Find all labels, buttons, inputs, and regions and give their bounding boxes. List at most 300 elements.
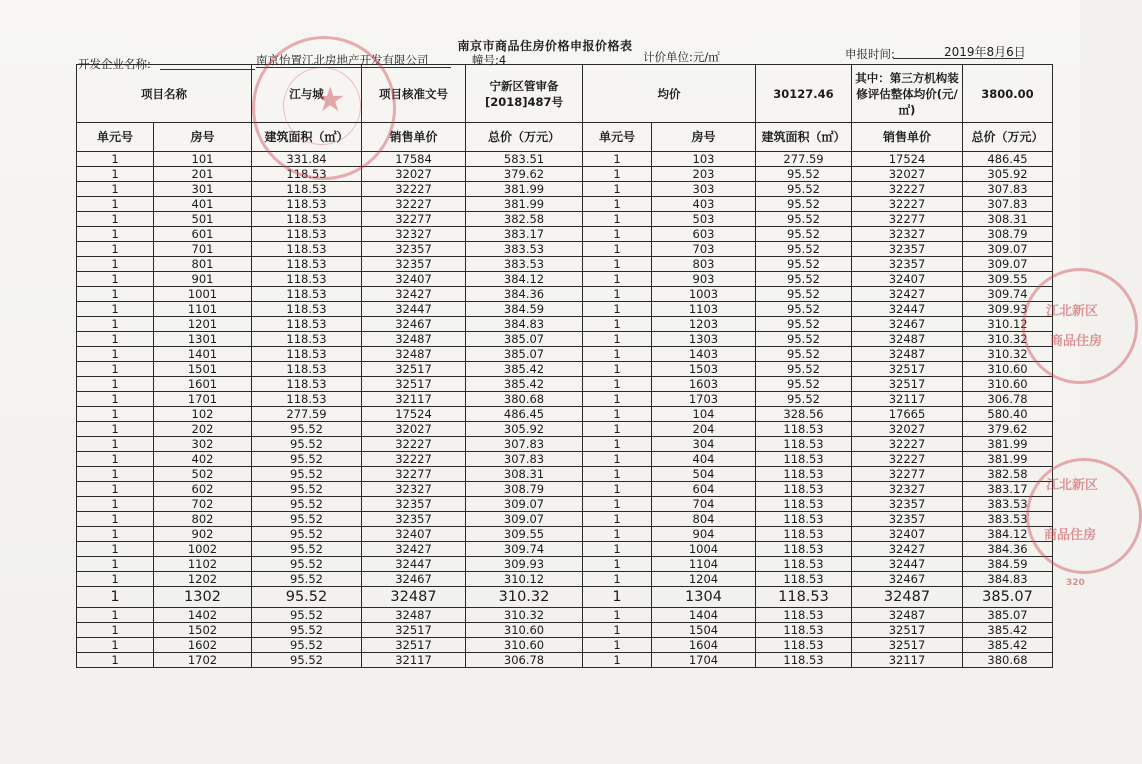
table-cell: 580.40	[963, 407, 1053, 422]
table-cell: 1	[583, 527, 652, 542]
table-cell: 95.52	[252, 482, 362, 497]
doc-title: 南京市商品住房价格申报价格表	[457, 39, 633, 53]
table-cell: 118.53	[252, 272, 362, 287]
table-cell: 379.62	[466, 167, 583, 182]
date-label: 申报时间:	[845, 47, 895, 61]
table-cell: 1	[583, 452, 652, 467]
table-cell: 32427	[852, 287, 963, 302]
table-cell: 32467	[852, 572, 963, 587]
table-cell: 32487	[362, 347, 466, 362]
table-cell: 118.53	[756, 422, 852, 437]
table-cell: 32467	[362, 572, 466, 587]
table-cell: 1	[77, 272, 154, 287]
table-cell: 32517	[852, 362, 963, 377]
table-cell: 1203	[652, 317, 756, 332]
table-cell: 306.78	[466, 653, 583, 668]
table-cell: 204	[652, 422, 756, 437]
table-cell: 385.42	[466, 362, 583, 377]
table-cell: 118.53	[756, 572, 852, 587]
table-cell: 32357	[852, 512, 963, 527]
table-cell: 381.99	[963, 452, 1053, 467]
table-cell: 1704	[652, 653, 756, 668]
table-cell: 32487	[852, 347, 963, 362]
table-cell: 1	[77, 227, 154, 242]
table-cell: 118.53	[756, 623, 852, 638]
table-cell: 403	[652, 197, 756, 212]
table-cell: 95.52	[252, 467, 362, 482]
table-cell: 704	[652, 497, 756, 512]
table-cell: 1603	[652, 377, 756, 392]
table-cell: 104	[652, 407, 756, 422]
table-cell: 32427	[362, 287, 466, 302]
table-cell: 310.32	[963, 347, 1053, 362]
table-cell: 310.60	[466, 623, 583, 638]
table-cell: 1402	[154, 608, 252, 623]
seal-star-icon: ★	[315, 80, 346, 120]
table-cell: 381.99	[963, 437, 1053, 452]
table-cell: 305.92	[466, 422, 583, 437]
table-cell: 1	[583, 608, 652, 623]
table-cell: 1	[583, 557, 652, 572]
table-cell: 95.52	[756, 242, 852, 257]
column-header: 单元号	[583, 123, 652, 152]
table-cell: 601	[154, 227, 252, 242]
table-cell: 307.83	[963, 197, 1053, 212]
table-row	[77, 527, 1053, 542]
column-header: 总价（万元）	[963, 123, 1053, 152]
table-cell: 118.53	[252, 167, 362, 182]
table-cell: 309.07	[963, 242, 1053, 257]
table-cell: 32487	[362, 332, 466, 347]
table-cell: 384.12	[963, 527, 1053, 542]
table-cell: 118.53	[756, 482, 852, 497]
table-cell: 1	[583, 197, 652, 212]
project-name-label: 项目名称	[77, 65, 252, 123]
table-cell: 32327	[852, 482, 963, 497]
table-cell: 118.53	[756, 452, 852, 467]
table-cell: 1	[583, 347, 652, 362]
table-cell: 1	[583, 407, 652, 422]
building-number: 幢号:4	[472, 53, 507, 67]
table-cell: 703	[652, 242, 756, 257]
table-cell: 1304	[652, 587, 756, 608]
table-cell: 95.52	[252, 623, 362, 638]
table-cell: 32517	[852, 638, 963, 653]
table-cell: 102	[154, 407, 252, 422]
table-cell: 1	[77, 653, 154, 668]
table-cell: 95.52	[756, 332, 852, 347]
table-cell: 32487	[852, 332, 963, 347]
table-cell: 1	[77, 608, 154, 623]
table-cell: 1303	[652, 332, 756, 347]
table-cell: 902	[154, 527, 252, 542]
table-cell: 201	[154, 167, 252, 182]
table-cell: 32227	[362, 452, 466, 467]
table-cell: 17524	[852, 152, 963, 167]
date-underline	[893, 58, 1023, 59]
approval-seal-top	[1022, 268, 1138, 384]
table-cell: 802	[154, 512, 252, 527]
table-cell: 1102	[154, 557, 252, 572]
table-cell: 1	[583, 302, 652, 317]
table-cell: 385.42	[963, 638, 1053, 653]
table-cell: 307.83	[963, 182, 1053, 197]
table-cell: 32117	[852, 653, 963, 668]
table-cell: 118.53	[252, 362, 362, 377]
table-cell: 1	[583, 653, 652, 668]
table-cell: 502	[154, 467, 252, 482]
table-row	[77, 257, 1053, 272]
table-cell: 1204	[652, 572, 756, 587]
table-cell: 1	[583, 242, 652, 257]
table-cell: 32357	[362, 512, 466, 527]
table-cell: 32327	[362, 227, 466, 242]
table-cell: 1	[77, 362, 154, 377]
table-cell: 118.53	[252, 212, 362, 227]
table-cell: 1702	[154, 653, 252, 668]
table-cell: 118.53	[252, 242, 362, 257]
table-cell: 1	[77, 407, 154, 422]
table-cell: 1404	[652, 608, 756, 623]
table-cell: 901	[154, 272, 252, 287]
table-cell: 1	[583, 377, 652, 392]
table-cell: 1	[77, 542, 154, 557]
table-cell: 1	[77, 197, 154, 212]
table-cell: 32407	[362, 527, 466, 542]
table-cell: 1	[77, 347, 154, 362]
table-cell: 32277	[852, 467, 963, 482]
table-cell: 385.07	[466, 347, 583, 362]
table-cell: 381.99	[466, 197, 583, 212]
table-cell: 1504	[652, 623, 756, 638]
table-cell: 95.52	[756, 167, 852, 182]
table-cell: 118.53	[252, 302, 362, 317]
table-cell: 380.68	[963, 653, 1053, 668]
table-cell: 95.52	[756, 287, 852, 302]
table-cell: 118.53	[756, 527, 852, 542]
table-row	[77, 332, 1053, 347]
table-cell: 1	[77, 392, 154, 407]
table-cell: 1	[77, 302, 154, 317]
price-unit: 计价单位:元/㎡	[643, 50, 720, 64]
table-cell: 32407	[852, 527, 963, 542]
table-cell: 32027	[362, 422, 466, 437]
table-row	[77, 272, 1053, 287]
table-row	[77, 317, 1053, 332]
table-cell: 1501	[154, 362, 252, 377]
developer-value: 南京怡置江北房地产开发有限公司	[256, 53, 429, 67]
table-cell: 1	[583, 227, 652, 242]
seal-text: 江北新区	[1046, 304, 1099, 319]
table-cell: 32227	[362, 437, 466, 452]
table-cell: 307.83	[466, 452, 583, 467]
table-cell: 118.53	[756, 653, 852, 668]
table-cell: 1	[77, 638, 154, 653]
table-row	[77, 152, 1053, 167]
table-cell: 383.17	[466, 227, 583, 242]
table-cell: 380.68	[466, 392, 583, 407]
table-cell: 404	[652, 452, 756, 467]
table-cell: 1	[77, 452, 154, 467]
table-cell: 95.52	[252, 653, 362, 668]
table-cell: 118.53	[756, 437, 852, 452]
table-cell: 1	[583, 257, 652, 272]
table-cell: 384.59	[963, 557, 1053, 572]
table-cell: 32277	[852, 212, 963, 227]
table-cell: 383.53	[963, 512, 1053, 527]
table-cell: 95.52	[252, 608, 362, 623]
table-cell: 95.52	[252, 638, 362, 653]
table-cell: 803	[652, 257, 756, 272]
seal-text: 商品住房	[1044, 528, 1097, 543]
table-cell: 904	[652, 527, 756, 542]
table-cell: 1502	[154, 623, 252, 638]
table-cell: 32447	[852, 557, 963, 572]
table-cell: 32357	[362, 257, 466, 272]
table-cell: 1602	[154, 638, 252, 653]
table-cell: 1103	[652, 302, 756, 317]
table-cell: 1	[583, 638, 652, 653]
table-cell: 385.07	[963, 587, 1053, 608]
table-cell: 385.07	[963, 608, 1053, 623]
table-cell: 202	[154, 422, 252, 437]
table-cell: 604	[652, 482, 756, 497]
table-cell: 1	[77, 182, 154, 197]
table-cell: 118.53	[252, 182, 362, 197]
table-cell: 1	[77, 572, 154, 587]
table-cell: 309.93	[466, 557, 583, 572]
table-row	[77, 422, 1053, 437]
table-cell: 306.78	[963, 392, 1053, 407]
table-cell: 32447	[362, 557, 466, 572]
avg-price-label: 均价	[583, 65, 756, 123]
table-cell: 32517	[852, 623, 963, 638]
column-header: 建筑面积（㎡）	[252, 123, 362, 152]
table-cell: 603	[652, 227, 756, 242]
table-cell: 32487	[362, 587, 466, 608]
table-cell: 95.52	[252, 557, 362, 572]
table-cell: 95.52	[252, 512, 362, 527]
table-cell: 309.55	[963, 272, 1053, 287]
table-cell: 382.58	[466, 212, 583, 227]
table-cell: 32227	[852, 182, 963, 197]
table-row	[77, 212, 1053, 227]
table-cell: 1	[77, 287, 154, 302]
column-header: 房号	[154, 123, 252, 152]
table-cell: 32227	[362, 197, 466, 212]
table-cell: 383.53	[963, 497, 1053, 512]
table-cell: 32117	[852, 392, 963, 407]
table-cell: 1002	[154, 542, 252, 557]
table-cell: 32467	[362, 317, 466, 332]
table-cell: 95.52	[252, 527, 362, 542]
table-cell: 118.53	[252, 227, 362, 242]
date-value: 2019年8月6日	[944, 45, 1026, 59]
table-cell: 95.52	[756, 347, 852, 362]
table-cell: 1	[583, 317, 652, 332]
table-cell: 118.53	[252, 317, 362, 332]
table-cell: 118.53	[756, 557, 852, 572]
table-cell: 501	[154, 212, 252, 227]
table-cell: 309.74	[963, 287, 1053, 302]
table-cell: 32027	[852, 167, 963, 182]
table-cell: 118.53	[756, 638, 852, 653]
approval-label: 项目核准文号	[362, 65, 466, 123]
table-cell: 95.52	[756, 362, 852, 377]
table-cell: 303	[652, 182, 756, 197]
table-cell: 32427	[362, 542, 466, 557]
table-cell: 118.53	[252, 257, 362, 272]
table-row	[77, 638, 1053, 653]
table-cell: 309.07	[466, 497, 583, 512]
price-table	[76, 64, 1053, 668]
table-cell: 383.17	[963, 482, 1053, 497]
table-cell: 118.53	[252, 392, 362, 407]
decoration-label: 其中：第三方机构装修评估整体均价(元/㎡)	[852, 65, 963, 123]
table-row	[77, 287, 1053, 302]
table-cell: 95.52	[252, 422, 362, 437]
table-cell: 118.53	[252, 197, 362, 212]
table-cell: 32487	[362, 608, 466, 623]
table-cell: 32427	[852, 542, 963, 557]
table-cell: 118.53	[756, 512, 852, 527]
table-cell: 310.12	[466, 572, 583, 587]
table-cell: 310.32	[963, 332, 1053, 347]
table-cell: 1	[77, 497, 154, 512]
column-header: 销售单价	[362, 123, 466, 152]
table-cell: 383.53	[466, 257, 583, 272]
table-cell: 32327	[852, 227, 963, 242]
table-cell: 385.42	[963, 623, 1053, 638]
column-header: 建筑面积（㎡）	[756, 123, 852, 152]
table-cell: 1703	[652, 392, 756, 407]
table-cell: 95.52	[756, 392, 852, 407]
table-cell: 308.31	[466, 467, 583, 482]
table-cell: 1	[77, 332, 154, 347]
table-cell: 301	[154, 182, 252, 197]
table-cell: 32407	[852, 272, 963, 287]
column-header: 总价（万元）	[466, 123, 583, 152]
column-header: 销售单价	[852, 123, 963, 152]
table-cell: 308.79	[963, 227, 1053, 242]
table-cell: 32487	[852, 587, 963, 608]
column-header: 单元号	[77, 123, 154, 152]
table-cell: 385.42	[466, 377, 583, 392]
table-cell: 32357	[362, 242, 466, 257]
table-row	[77, 557, 1053, 572]
table-cell: 32227	[852, 197, 963, 212]
table-cell: 1301	[154, 332, 252, 347]
table-cell: 32517	[362, 377, 466, 392]
table-cell: 118.53	[756, 608, 852, 623]
table-cell: 95.52	[252, 542, 362, 557]
table-cell: 118.53	[756, 542, 852, 557]
table-cell: 310.32	[466, 587, 583, 608]
table-row	[77, 623, 1053, 638]
table-row	[77, 572, 1053, 587]
table-cell: 384.83	[466, 317, 583, 332]
table-cell: 32487	[852, 608, 963, 623]
table-cell: 1	[583, 587, 652, 608]
table-cell: 401	[154, 197, 252, 212]
table-cell: 1201	[154, 317, 252, 332]
table-cell: 32407	[362, 272, 466, 287]
table-cell: 32517	[362, 638, 466, 653]
table-cell: 310.60	[963, 377, 1053, 392]
approval-value: 宁新区管审备[2018]487号	[466, 65, 583, 123]
table-cell: 1601	[154, 377, 252, 392]
table-cell: 1503	[652, 362, 756, 377]
table-row	[77, 407, 1053, 422]
table-cell: 486.45	[466, 407, 583, 422]
table-cell: 1401	[154, 347, 252, 362]
table-cell: 1	[77, 317, 154, 332]
table-cell: 1	[77, 512, 154, 527]
table-cell: 1	[77, 527, 154, 542]
table-cell: 384.83	[963, 572, 1053, 587]
table-cell: 1	[583, 152, 652, 167]
table-cell: 1	[77, 212, 154, 227]
table-cell: 1	[583, 497, 652, 512]
table-row	[77, 467, 1053, 482]
table-cell: 310.32	[466, 608, 583, 623]
table-cell: 304	[652, 437, 756, 452]
table-cell: 310.12	[963, 317, 1053, 332]
table-cell: 1	[77, 167, 154, 182]
table-cell: 17584	[362, 152, 466, 167]
table-row	[77, 392, 1053, 407]
table-cell: 1302	[154, 587, 252, 608]
table-cell: 309.74	[466, 542, 583, 557]
table-cell: 1001	[154, 287, 252, 302]
table-cell: 17665	[852, 407, 963, 422]
table-cell: 118.53	[252, 377, 362, 392]
table-cell: 32227	[362, 182, 466, 197]
table-cell: 101	[154, 152, 252, 167]
table-row	[77, 347, 1053, 362]
table-cell: 1	[77, 437, 154, 452]
table-cell: 1	[583, 467, 652, 482]
table-cell: 277.59	[252, 407, 362, 422]
table-cell: 32027	[362, 167, 466, 182]
table-cell: 32467	[852, 317, 963, 332]
table-cell: 1	[77, 587, 154, 608]
table-cell: 95.52	[252, 437, 362, 452]
table-cell: 95.52	[756, 317, 852, 332]
table-row	[77, 437, 1053, 452]
table-cell: 1	[583, 212, 652, 227]
table-cell: 277.59	[756, 152, 852, 167]
table-cell: 1	[77, 377, 154, 392]
table-cell: 309.93	[963, 302, 1053, 317]
table-cell: 32027	[852, 422, 963, 437]
table-cell: 103	[652, 152, 756, 167]
table-cell: 804	[652, 512, 756, 527]
table-cell: 32277	[362, 467, 466, 482]
table-cell: 118.53	[252, 287, 362, 302]
project-info-row	[77, 65, 1053, 123]
table-cell: 32357	[852, 497, 963, 512]
table-cell: 309.55	[466, 527, 583, 542]
table-cell: 32227	[852, 437, 963, 452]
table-cell: 32357	[852, 257, 963, 272]
table-cell: 118.53	[756, 587, 852, 608]
table-cell: 1	[583, 512, 652, 527]
table-row	[77, 608, 1053, 623]
table-row	[77, 182, 1053, 197]
table-cell: 602	[154, 482, 252, 497]
table-cell: 95.52	[252, 497, 362, 512]
